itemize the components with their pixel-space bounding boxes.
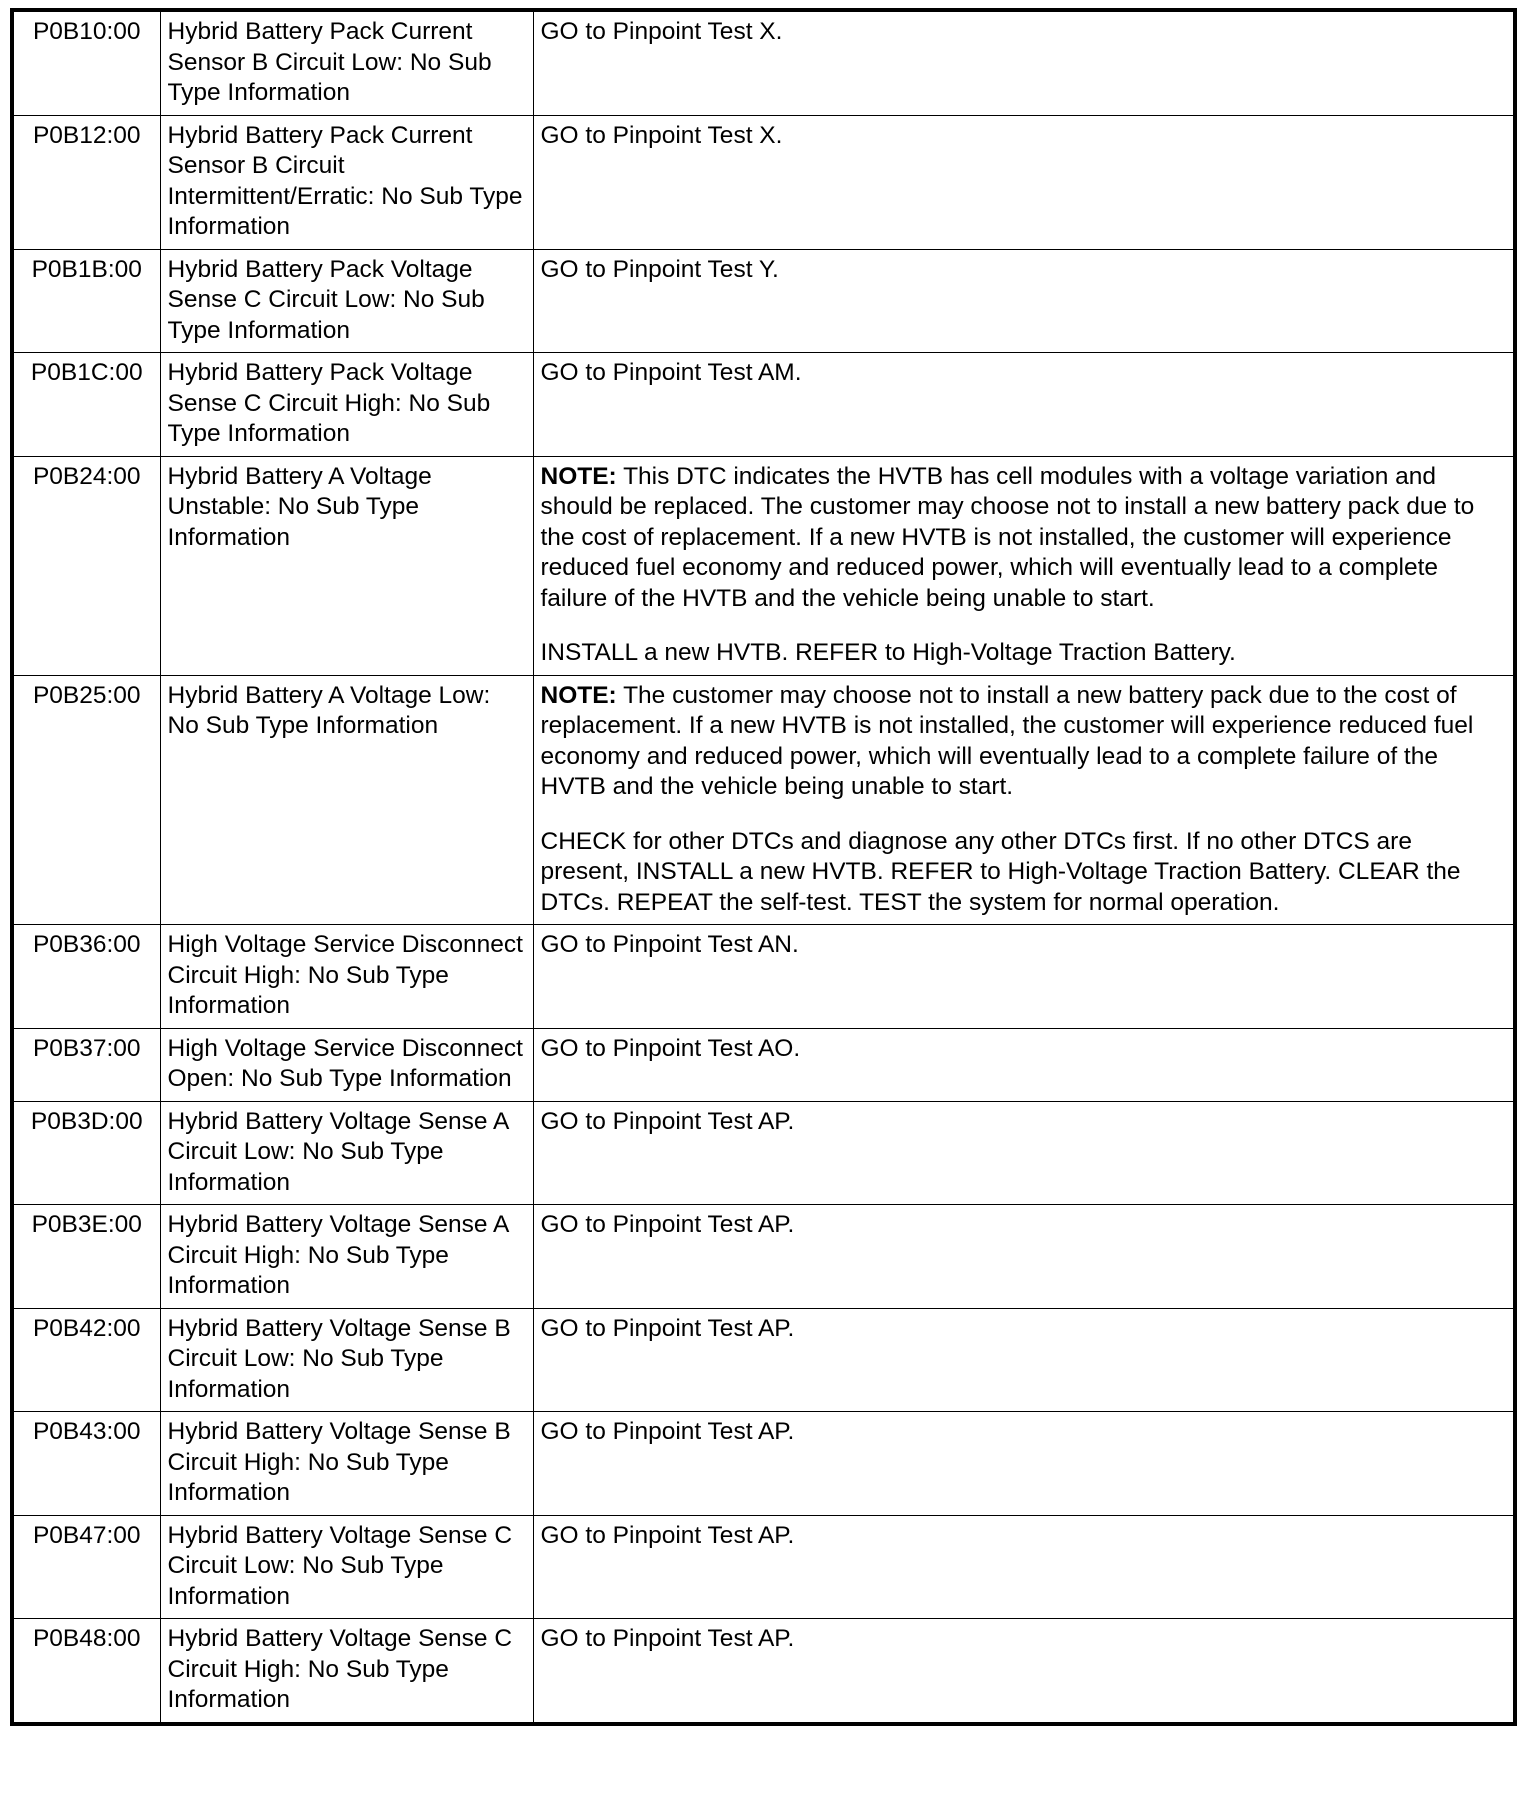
dtc-code: P0B48:00 xyxy=(12,1619,160,1724)
action-text: GO to Pinpoint Test X. xyxy=(540,121,783,149)
table-row xyxy=(12,353,1515,457)
action-text: GO to Pinpoint Test AP. xyxy=(540,1521,795,1549)
dtc-code: P0B36:00 xyxy=(12,925,160,1029)
dtc-action xyxy=(533,675,1515,925)
dtc-code: P0B25:00 xyxy=(12,675,160,925)
table-row xyxy=(12,675,1515,925)
dtc-code: P0B37:00 xyxy=(12,1028,160,1101)
note-text: The customer may choose not to install a new battery pack due to the cost of replacement. If a new HVTB is not installed, the customer will experience reduced fuel economy and reduced power, which will eventually lead to a complete failure of the HVTB and the vehicle being unable to start. xyxy=(540,681,1474,800)
action-text: GO to Pinpoint Test AP. xyxy=(540,1314,795,1342)
table-row xyxy=(12,115,1515,249)
action-text: GO to Pinpoint Test X. xyxy=(540,18,783,45)
dtc-action xyxy=(533,1308,1515,1412)
dtc-action xyxy=(533,1028,1515,1101)
table-row xyxy=(12,1205,1515,1309)
action-text: GO to Pinpoint Test AM. xyxy=(540,359,802,386)
dtc-action xyxy=(533,1101,1515,1205)
dtc-action xyxy=(533,1205,1515,1309)
dtc-action xyxy=(533,249,1515,353)
action-text: GO to Pinpoint Test AP. xyxy=(540,1625,795,1652)
table-row xyxy=(12,249,1515,353)
dtc-action xyxy=(533,1619,1515,1724)
table-row xyxy=(12,1515,1515,1619)
action-text: GO to Pinpoint Test Y. xyxy=(540,255,779,283)
dtc-action xyxy=(533,10,1515,115)
note-label: NOTE: xyxy=(540,462,617,490)
table-row xyxy=(12,1101,1515,1205)
table-row xyxy=(12,456,1515,675)
note-paragraph xyxy=(541,462,1507,615)
action-text: GO to Pinpoint Test AP. xyxy=(540,1418,795,1445)
dtc-description: Hybrid Battery A Voltage Unstable: No Sub Type Information xyxy=(160,456,533,675)
dtc-description: Hybrid Battery Pack Current Sensor B Circuit Low: No Sub Type Information xyxy=(160,10,533,115)
dtc-code: P0B3E:00 xyxy=(12,1205,160,1309)
dtc-description: Hybrid Battery Pack Voltage Sense C Circuit High: No Sub Type Information xyxy=(160,353,533,457)
note-label: NOTE: xyxy=(540,681,617,709)
dtc-code: P0B12:00 xyxy=(12,115,160,249)
table-row xyxy=(12,1028,1515,1101)
table-row xyxy=(12,1308,1515,1412)
dtc-description: High Voltage Service Disconnect Open: No Sub Type Information xyxy=(160,1028,533,1101)
dtc-description: Hybrid Battery Voltage Sense C Circuit Low: No Sub Type Information xyxy=(160,1515,533,1619)
dtc-description: Hybrid Battery A Voltage Low: No Sub Type Information xyxy=(160,675,533,925)
dtc-description: Hybrid Battery Pack Voltage Sense C Circuit Low: No Sub Type Information xyxy=(160,249,533,353)
action-text: GO to Pinpoint Test AP. xyxy=(540,1107,795,1135)
table-row xyxy=(12,1412,1515,1516)
dtc-action xyxy=(533,1412,1515,1516)
dtc-code: P0B43:00 xyxy=(12,1412,160,1516)
dtc-code: P0B24:00 xyxy=(12,456,160,675)
dtc-description: High Voltage Service Disconnect Circuit High: No Sub Type Information xyxy=(160,925,533,1029)
action-text: GO to Pinpoint Test AN. xyxy=(540,931,799,958)
dtc-action xyxy=(533,115,1515,249)
action-text: GO to Pinpoint Test AO. xyxy=(540,1034,801,1062)
dtc-description: Hybrid Battery Voltage Sense A Circuit High: No Sub Type Information xyxy=(160,1205,533,1309)
dtc-code: P0B10:00 xyxy=(12,10,160,115)
dtc-action xyxy=(533,1515,1515,1619)
dtc-code: P0B42:00 xyxy=(12,1308,160,1412)
dtc-description: Hybrid Battery Voltage Sense A Circuit Low: No Sub Type Information xyxy=(160,1101,533,1205)
action-text: GO to Pinpoint Test AP. xyxy=(540,1211,795,1238)
dtc-code: P0B3D:00 xyxy=(12,1101,160,1205)
dtc-description: Hybrid Battery Voltage Sense B Circuit Low: No Sub Type Information xyxy=(160,1308,533,1412)
dtc-action xyxy=(533,925,1515,1029)
dtc-action xyxy=(533,456,1515,675)
note-paragraph xyxy=(541,681,1507,803)
dtc-code: P0B1B:00 xyxy=(12,249,160,353)
action-text: INSTALL a new HVTB. REFER to High-Voltage Traction Battery. xyxy=(540,639,1236,666)
dtc-description: Hybrid Battery Voltage Sense C Circuit High: No Sub Type Information xyxy=(160,1619,533,1724)
dtc-code: P0B47:00 xyxy=(12,1515,160,1619)
dtc-action xyxy=(533,353,1515,457)
action-text: CHECK for other DTCs and diagnose any other DTCs first. If no other DTCS are present, INSTALL a new HVTB. REFER to High-Voltage Traction Battery. CLEAR the DTCs. REPEAT the self-test. TEST the system for normal operation. xyxy=(540,827,1461,916)
dtc-table xyxy=(10,8,1517,1726)
dtc-description: Hybrid Battery Pack Current Sensor B Circuit Intermittent/Erratic: No Sub Type Information xyxy=(160,115,533,249)
dtc-description: Hybrid Battery Voltage Sense B Circuit High: No Sub Type Information xyxy=(160,1412,533,1516)
note-text: This DTC indicates the HVTB has cell modules with a voltage variation and should be replaced. The customer may choose not to install a new battery pack due to the cost of replacement. If a new HVTB is not installed, the customer will experience reduced fuel economy and reduced power, which will eventually lead to a complete failure of the HVTB and the vehicle being unable to start. xyxy=(540,462,1475,612)
document-page xyxy=(10,8,1517,1726)
dtc-code: P0B1C:00 xyxy=(12,353,160,457)
table-row xyxy=(12,1619,1515,1724)
table-row xyxy=(12,10,1515,115)
table-row xyxy=(12,925,1515,1029)
